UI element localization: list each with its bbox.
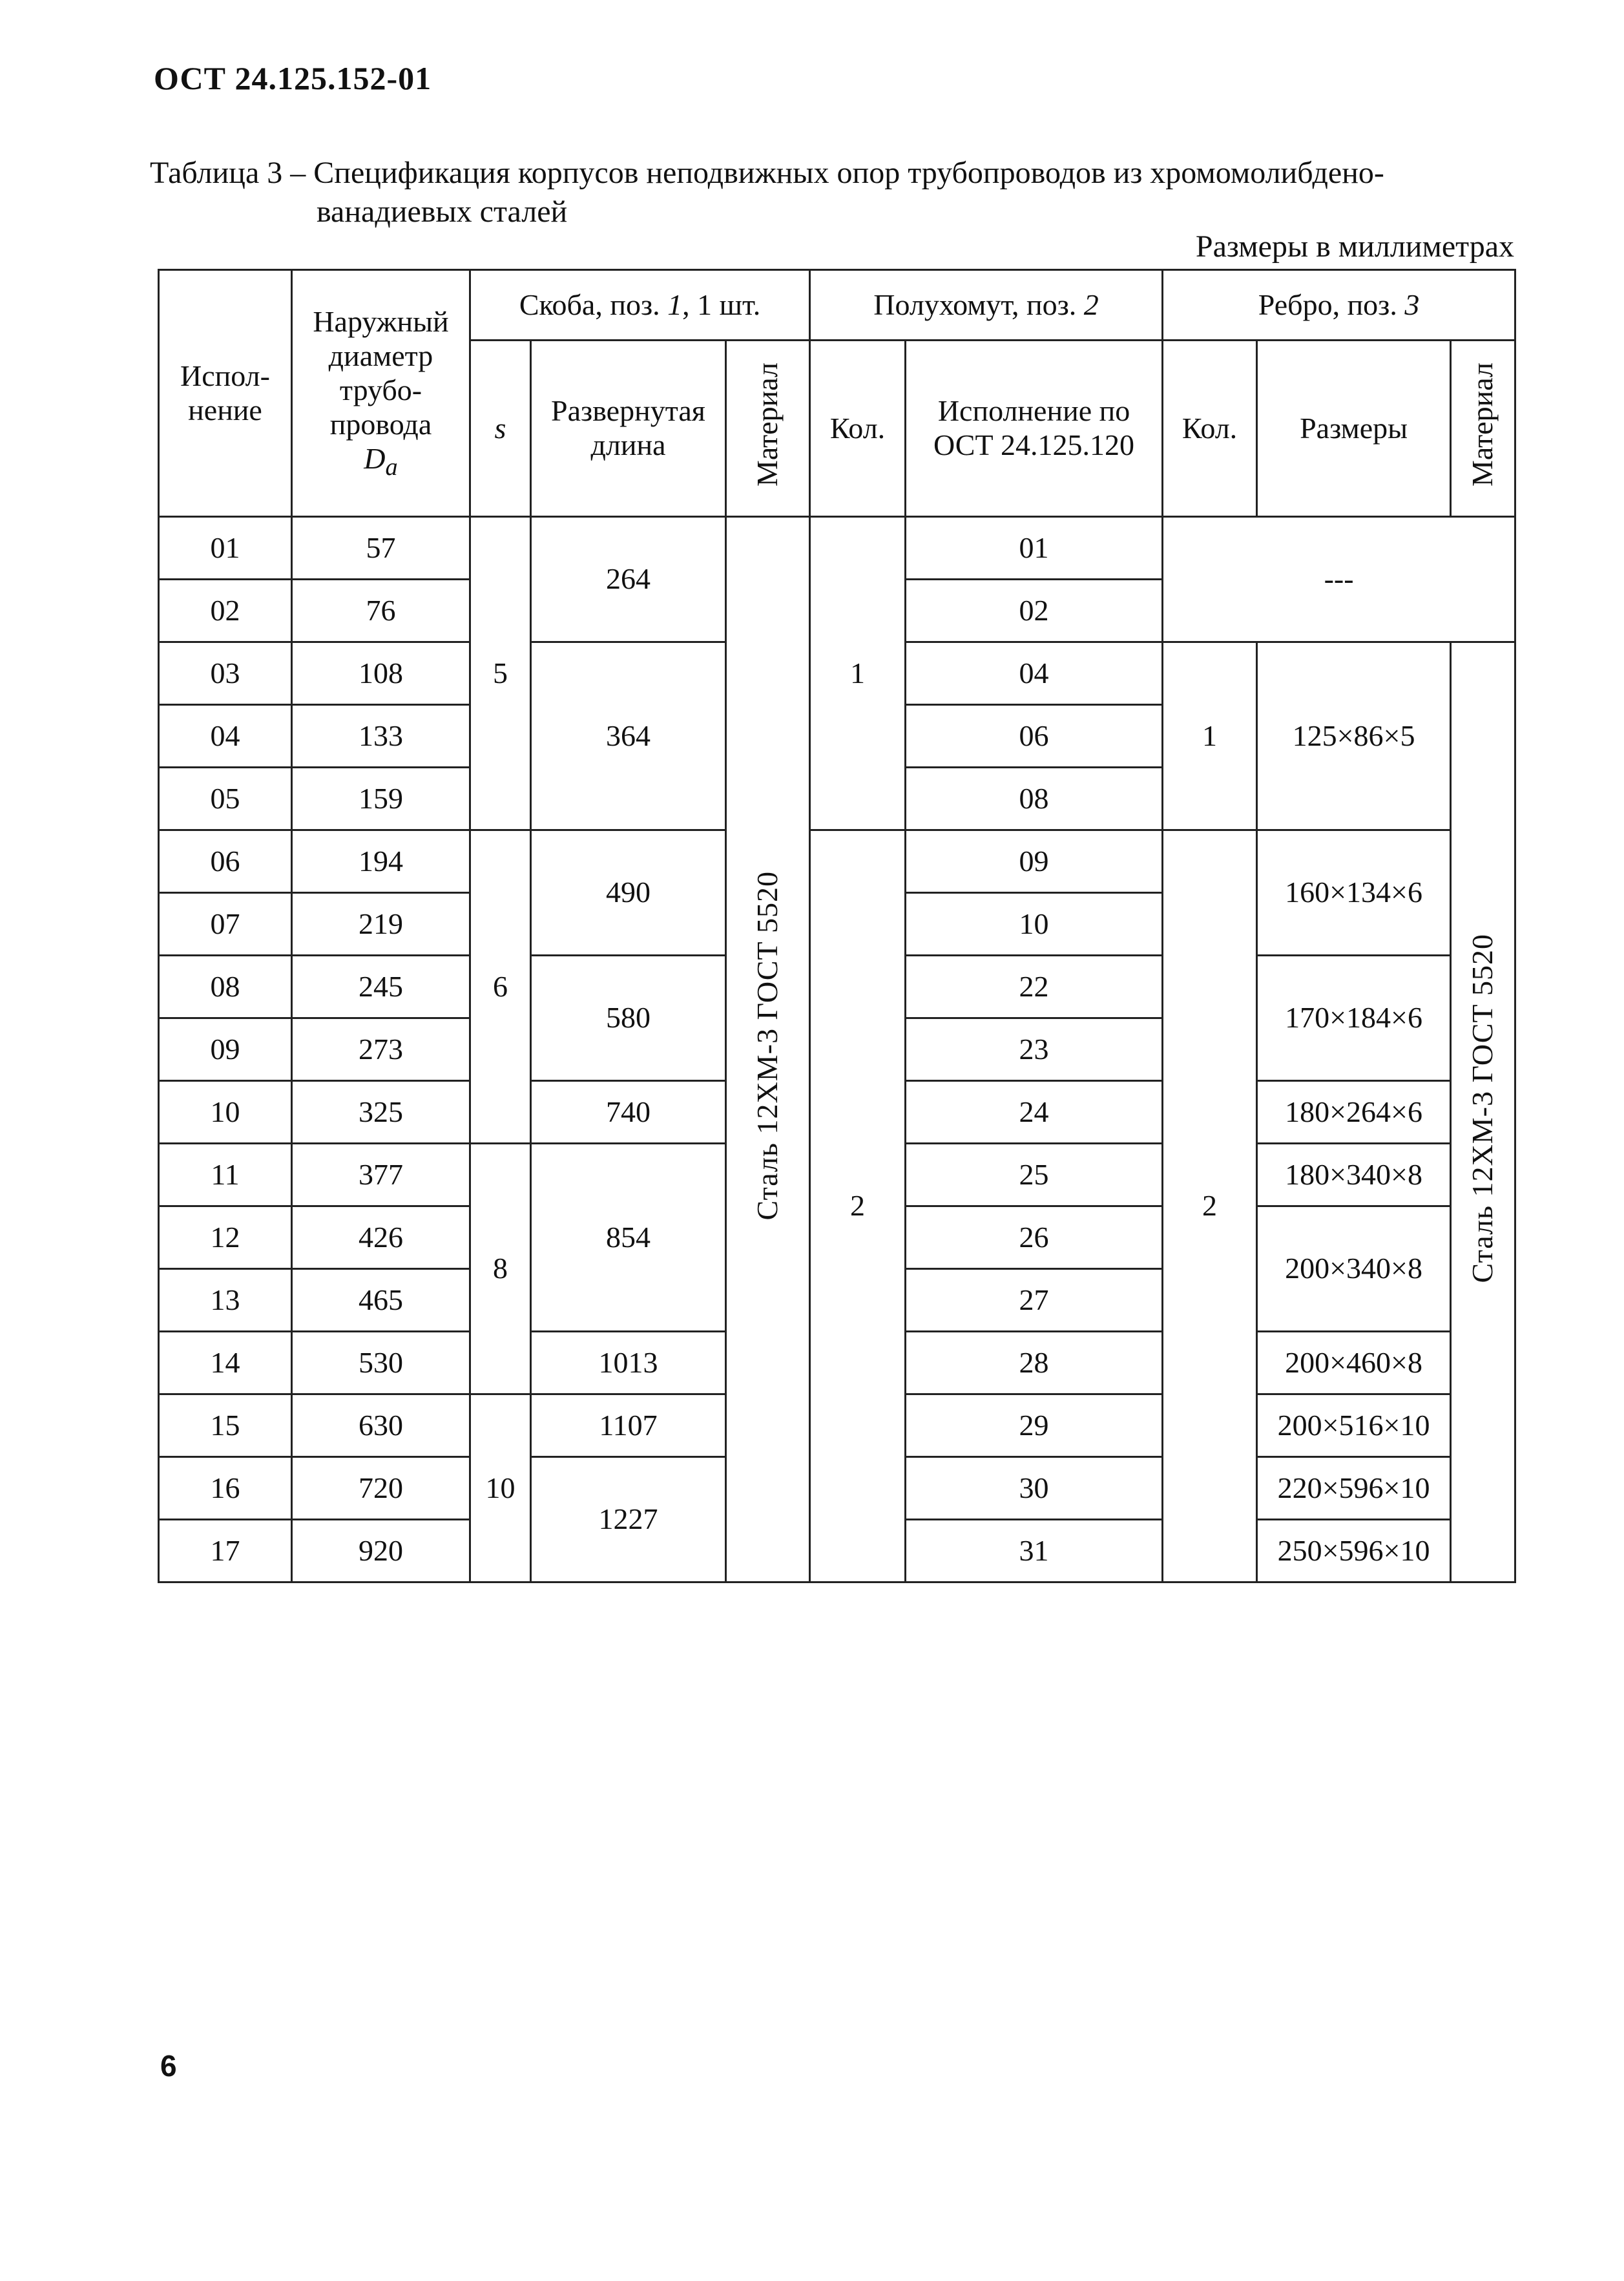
cell-ispolnenie: 01: [159, 517, 292, 580]
cell-ost-ispolnenie: 29: [906, 1394, 1163, 1457]
cell-ispolnenie: 15: [159, 1394, 292, 1457]
cell-length: 264: [531, 517, 726, 642]
cell-ost-ispolnenie: 31: [906, 1520, 1163, 1582]
cell-diameter: 920: [292, 1520, 470, 1582]
cell-ost-ispolnenie: 25: [906, 1144, 1163, 1206]
cell-rebro-size: 220×596×10: [1257, 1457, 1451, 1520]
cell-polukhomut-qty: 1: [810, 517, 906, 830]
cell-ispolnenie: 14: [159, 1332, 292, 1394]
table-caption: [150, 154, 1519, 231]
table-row: [159, 517, 1515, 580]
cell-diameter: 76: [292, 580, 470, 642]
cell-ispolnenie: 07: [159, 893, 292, 956]
header-row-1: [159, 270, 1515, 341]
cell-diameter: 108: [292, 642, 470, 705]
header-material-rebro: Материал: [1451, 341, 1515, 517]
cell-diameter: 630: [292, 1394, 470, 1457]
cell-ost-ispolnenie: 08: [906, 768, 1163, 830]
header-rebro: Ребро, поз. 3: [1163, 270, 1515, 341]
cell-diameter: 530: [292, 1332, 470, 1394]
cell-ispolnenie: 05: [159, 768, 292, 830]
cell-diameter: 245: [292, 956, 470, 1018]
cell-ost-ispolnenie: 09: [906, 830, 1163, 893]
page-number: 6: [160, 2049, 177, 2083]
header-qty: Кол.: [810, 341, 906, 517]
table-row: [159, 830, 1515, 893]
cell-length: 1013: [531, 1332, 726, 1394]
cell-length: 490: [531, 830, 726, 956]
cell-diameter: 219: [292, 893, 470, 956]
cell-ispolnenie: 02: [159, 580, 292, 642]
cell-rebro-size: 160×134×6: [1257, 830, 1451, 956]
cell-length: 364: [531, 642, 726, 830]
cell-diameter: 377: [292, 1144, 470, 1206]
cell-skoba-material: Сталь 12ХМ-3 ГОСТ 5520: [726, 517, 810, 1582]
cell-diameter: 159: [292, 768, 470, 830]
cell-rebro-size: 250×596×10: [1257, 1520, 1451, 1582]
cell-s: 6: [470, 830, 531, 1144]
cell-rebro-size: 125×86×5: [1257, 642, 1451, 830]
cell-diameter: 465: [292, 1269, 470, 1332]
cell-ost-ispolnenie: 22: [906, 956, 1163, 1018]
cell-ost-ispolnenie: 01: [906, 517, 1163, 580]
cell-ost-ispolnenie: 30: [906, 1457, 1163, 1520]
cell-rebro-size: 180×264×6: [1257, 1081, 1451, 1144]
cell-length: 580: [531, 956, 726, 1081]
cell-ost-ispolnenie: 23: [906, 1018, 1163, 1081]
cell-ispolnenie: 10: [159, 1081, 292, 1144]
cell-length: 740: [531, 1081, 726, 1144]
cell-ost-ispolnenie: 10: [906, 893, 1163, 956]
cell-ispolnenie: 04: [159, 705, 292, 768]
units-note: Размеры в миллиметрах: [1195, 229, 1514, 264]
cell-s: 5: [470, 517, 531, 830]
header-ost-ispolnenie: Исполнение по ОСТ 24.125.120: [906, 341, 1163, 517]
specification-table: [158, 269, 1516, 1583]
cell-rebro-size: 200×460×8: [1257, 1332, 1451, 1394]
cell-diameter: 720: [292, 1457, 470, 1520]
cell-ost-ispolnenie: 04: [906, 642, 1163, 705]
cell-polukhomut-qty: 2: [810, 830, 906, 1582]
cell-rebro-qty: 1: [1163, 642, 1257, 830]
cell-rebro-qty: 2: [1163, 830, 1257, 1582]
header-sizes: Размеры: [1257, 341, 1451, 517]
cell-ispolnenie: 12: [159, 1206, 292, 1269]
header-length: Развернутая длина: [531, 341, 726, 517]
cell-rebro-material: Сталь 12ХМ-3 ГОСТ 5520: [1451, 642, 1515, 1582]
cell-rebro-size: 180×340×8: [1257, 1144, 1451, 1206]
cell-ispolnenie: 08: [159, 956, 292, 1018]
cell-s: 8: [470, 1144, 531, 1394]
cell-rebro-size: 200×340×8: [1257, 1206, 1451, 1332]
cell-ost-ispolnenie: 27: [906, 1269, 1163, 1332]
cell-ispolnenie: 16: [159, 1457, 292, 1520]
cell-diameter: 57: [292, 517, 470, 580]
cell-ispolnenie: 13: [159, 1269, 292, 1332]
cell-ost-ispolnenie: 28: [906, 1332, 1163, 1394]
cell-ost-ispolnenie: 02: [906, 580, 1163, 642]
header-polukhomut: Полухомут, поз. 2: [810, 270, 1163, 341]
cell-ispolnenie: 06: [159, 830, 292, 893]
document-code: ОСТ 24.125.152-01: [154, 60, 432, 96]
header-s: s: [470, 341, 531, 517]
cell-diameter: 426: [292, 1206, 470, 1269]
cell-length: 1107: [531, 1394, 726, 1457]
cell-s: 10: [470, 1394, 531, 1582]
header-qty-rebro: Кол.: [1163, 341, 1257, 517]
cell-ost-ispolnenie: 26: [906, 1206, 1163, 1269]
cell-rebro-size: 200×516×10: [1257, 1394, 1451, 1457]
cell-ost-ispolnenie: 24: [906, 1081, 1163, 1144]
caption-line-2: ванадиевых сталей: [317, 194, 568, 229]
cell-diameter: 325: [292, 1081, 470, 1144]
header-material: Материал: [726, 341, 810, 517]
cell-rebro-none: ---: [1163, 517, 1515, 642]
cell-length: 854: [531, 1144, 726, 1332]
cell-ispolnenie: 09: [159, 1018, 292, 1081]
cell-ost-ispolnenie: 06: [906, 705, 1163, 768]
cell-length: 1227: [531, 1457, 726, 1582]
header-skoba: Скоба, поз. 1, 1 шт.: [470, 270, 810, 341]
header-ispolnenie: Испол-нение: [159, 270, 292, 517]
cell-diameter: 273: [292, 1018, 470, 1081]
cell-diameter: 194: [292, 830, 470, 893]
header-diameter: Наружный диаметр трубо- провода $D_a$: [292, 270, 470, 517]
cell-ispolnenie: 11: [159, 1144, 292, 1206]
caption-line-1: Таблица 3 – Спецификация корпусов неподвижных опор трубопроводов из хромомолибдено-: [150, 156, 1384, 190]
cell-diameter: 133: [292, 705, 470, 768]
cell-rebro-size: 170×184×6: [1257, 956, 1451, 1081]
cell-ispolnenie: 17: [159, 1520, 292, 1582]
cell-ispolnenie: 03: [159, 642, 292, 705]
